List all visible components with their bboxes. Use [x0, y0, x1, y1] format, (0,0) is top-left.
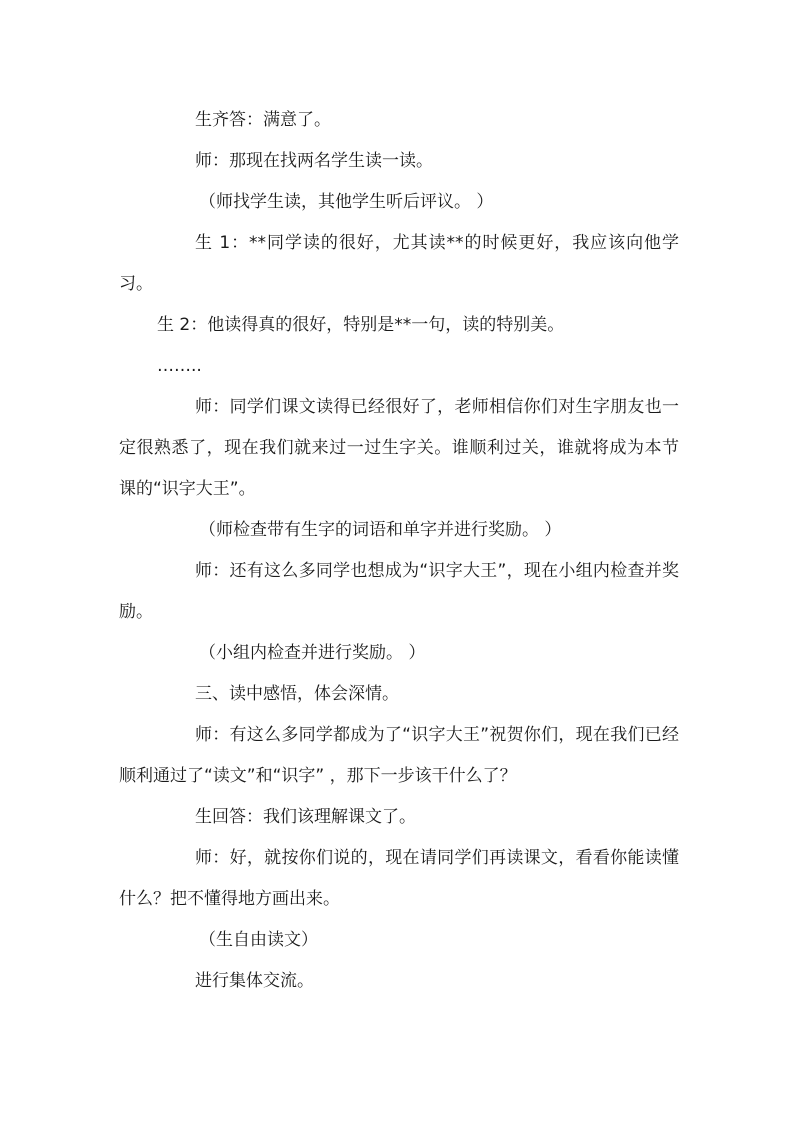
paragraph-teacher-reread: 师：好，就按你们说的，现在请同学们再读课文，看看你能读懂什么？把不懂得地方画出来。 [119, 848, 679, 909]
document-body [119, 100, 679, 1002]
paragraph-group-discussion: 进行集体交流。 [195, 971, 314, 991]
paragraph-teacher-read: 师：那现在找两名学生读一读。 [195, 151, 433, 171]
paragraph-teacher-groups: 师：还有这么多同学也想成为“识字大王”，现在小组内检查并奖励。 [119, 561, 679, 622]
paragraph-teacher-characters: 师：同学们课文读得已经很好了，老师相信你们对生字朋友也一定很熟悉了，现在我们就来过一过生字关。谁顺利过关，谁就将成为本节课的“识字大王”。 [119, 397, 679, 499]
section-heading-three: 三、读中感悟，体会深情。 [195, 684, 399, 704]
paragraph-note-groups: （小组内检查并进行奖励。 ） [199, 643, 426, 663]
paragraph-teacher-next-step: 师：有这么多同学都成为了“识字大王”祝贺你们，现在我们已经顺利通过了“读文”和“识字” ，那下一步该干什么了？ [119, 725, 679, 786]
paragraph-student-answer: 生齐答：满意了。 [195, 110, 331, 130]
paragraph-ellipsis: …….. [157, 356, 202, 376]
paragraph-student-1: 生 1：**同学读的很好，尤其读**的时候更好，我应该向他学习。 [119, 233, 679, 294]
paragraph-note-free-reading: （生自由读文） [199, 930, 318, 950]
paragraph-student-2: 生 2：他读得真的很好，特别是**一句，读的特别美。 [157, 315, 565, 335]
paragraph-student-reply: 生回答：我们该理解课文了。 [195, 807, 416, 827]
paragraph-note-reading: （师找学生读，其他学生听后评议。 ） [199, 192, 494, 212]
paragraph-note-check: （师检查带有生字的词语和单字并进行奖励。 ） [199, 520, 562, 540]
